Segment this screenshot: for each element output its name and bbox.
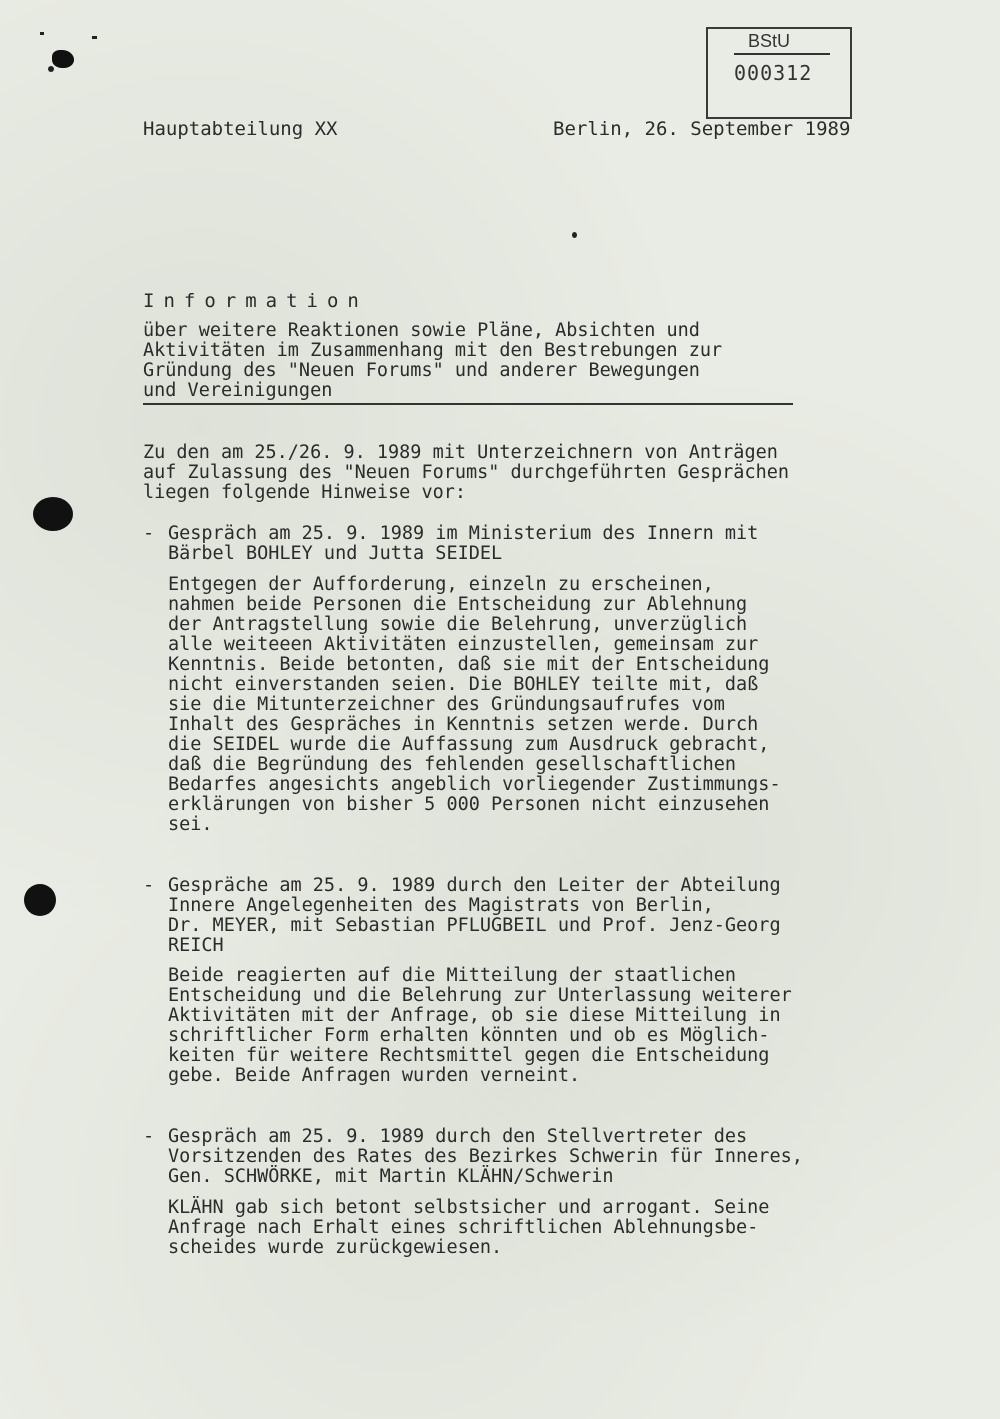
item-body: Entgegen der Aufforderung, einzeln zu erscheinen, nahmen beide Personen die Entscheidung zur Ablehnung der Antragstellung sowie die Belehrung, unverzüglich alle weiteeen Aktivitäten einzustellen, gemeinsam zur Kenntnis. Beide betonten, daß sie mit der Entscheidung nicht einverstanden seien. Die BOHLEY teilte mit, daß sie die Mitunterzeichner des Gründungsaufrufes vom Inhalt des Gespräches in Kenntnis setzen werde. Durch die SEIDEL wurde die Auffassung zum Ausdruck gebracht, daß die Begründung des fehlenden gesellschaftlichen Bedarfes angesichts angeblich vorliegender Zustimmungs- erklärungen von bisher 5 000 Personen nicht einzusehen sei. [168,574,781,835]
document-title: Information [143,290,368,312]
ink-speck [572,232,577,238]
ink-speck [40,32,44,35]
bullet-dash: - [143,1126,155,1147]
stamp-number: 000312 [734,61,813,85]
ink-speck [92,36,97,39]
ink-blot-top [52,50,74,68]
ink-blot-lower [24,884,56,916]
document-subject: über weitere Reaktionen sowie Pläne, Absichten und Aktivitäten im Zusammenhang mit den Bestrebungen zur Gründung des "Neuen Forums" und anderer Bewegungen und Vereinigungen [143,321,793,405]
item-heading: Gespräch am 25. 9. 1989 durch den Stellvertreter des Vorsitzenden des Rates des Bezirkes Schwerin für Inneres, Gen. SCHWÖRKE, mit Martin KLÄHN/Schwerin [168,1126,803,1187]
place-date: Berlin, 26. September 1989 [553,118,851,140]
archive-stamp [706,27,852,119]
stamp-agency: BStU [748,31,791,51]
bullet-dash: - [143,875,155,896]
intro-paragraph: Zu den am 25./26. 9. 1989 mit Unterzeichnern von Anträgen auf Zulassung des "Neuen Forums" durchgeführten Gesprächen liegen folgende Hinweise vor: [143,442,790,503]
item-heading: Gespräch am 25. 9. 1989 im Ministerium des Innern mit Bärbel BOHLEY und Jutta SEIDEL [168,523,759,564]
stamp-divider [734,53,830,55]
ink-blot-middle [33,497,73,531]
bullet-dash: - [143,523,155,544]
item-body: Beide reagierten auf die Mitteilung der staatlichen Entscheidung und die Belehrung zur Unterlassung weiterer Aktivitäten mit der Anfrage, ob sie diese Mitteilung in schriftlicher Form erhalten könnten und ob es Möglich- keiten für weitere Rechtsmittel gegen die Entscheidung gebe. Beide Anfragen wurden verneint. [168,965,792,1086]
ink-speck [48,66,54,72]
item-body: KLÄHN gab sich betont selbstsicher und arrogant. Seine Anfrage nach Erhalt eines schriftlichen Ablehnungsbe- scheides wurde zurückgewiesen. [168,1197,770,1258]
department: Hauptabteilung XX [143,118,338,140]
item-heading: Gespräche am 25. 9. 1989 durch den Leiter der Abteilung Innere Angelegenheiten des Magistrats von Berlin, Dr. MEYER, mit Sebastian PFLUGBEIL und Prof. Jenz-Georg REICH [168,875,781,956]
